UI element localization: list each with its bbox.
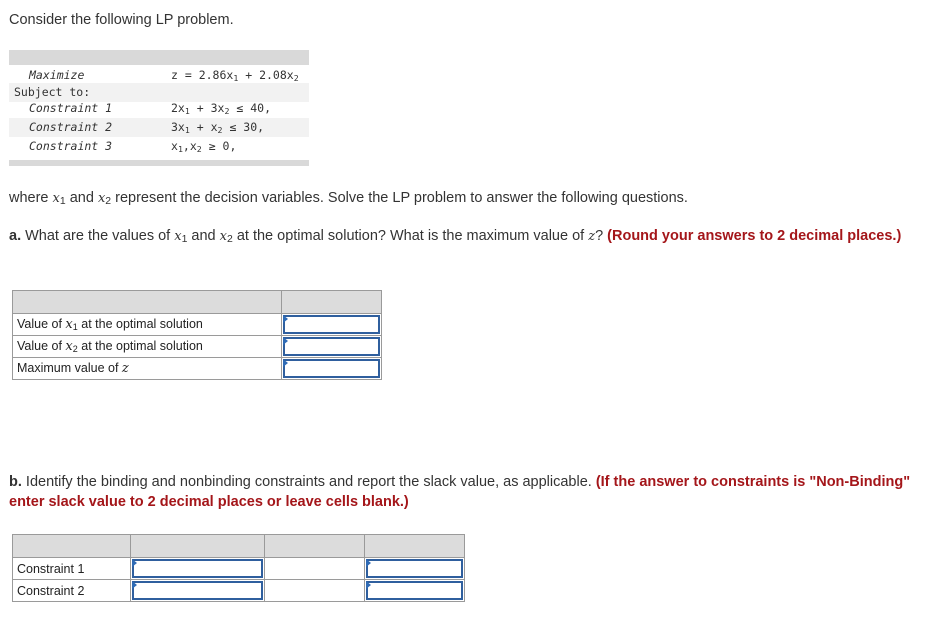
rounding-note: (Round your answers to 2 decimal places.) [607,228,902,244]
lp-header-bar [9,50,309,65]
answer-table-a [12,290,382,380]
constraint-3-label: Constraint 3 [29,139,113,153]
where-text: where $x_1$ and $x_2$ represent the decision variables. Solve the LP problem to answer the following questions. [9,190,688,207]
table-b-header-cell [13,535,131,558]
constraint-1-label: Constraint 1 [29,101,113,115]
table-b-header-cell [365,535,465,558]
table-a-header-cell [13,291,282,314]
table-row [13,336,382,358]
slack-note: (If the answer to constraints is "Non-Binding" enter slack value to 2 decimal places or leave cells blank.) [9,474,911,510]
constraint-1-cell: Constraint 1 [13,558,131,580]
table-b-header [13,535,465,558]
constraint-3-row [9,137,309,156]
constraint-2-cell: Constraint 2 [13,580,131,602]
max-z-row-label: Maximum value of z [13,358,282,380]
constraint-1-status-select[interactable] [131,558,265,580]
x1-row-label: Value of $x_1$ at the optimal solution [13,314,282,336]
constraint-1-row [9,99,309,118]
constraint-2-expression: $3x_1 + x_2 \le 30$, [171,120,265,135]
intro-text: Consider the following LP problem. [9,12,234,28]
lp-footer-bar [9,160,309,166]
constraint-1-slack-input[interactable] [365,558,465,580]
question-b: b. Identify the binding and nonbinding constraints and report the slack value, as applicable. (If the answer to constraints is "Non-Binding" enter slack value to 2 decimal places or leave cells blank.) [9,474,911,510]
x2-value-input[interactable] [282,336,382,358]
x1-value-input[interactable] [282,314,382,336]
question-a: a. What are the values of $x_1$ and $x_2$ at the optimal solution? What is the maximum value of z? (Round your answers to 2 decimal places.) [9,228,902,245]
table-b-header-cell [265,535,365,558]
constraint-1-blank-cell [265,558,365,580]
constraint-1-expression: $2x_1 + 3x_2 \le 40$, [171,101,271,116]
constraint-3-expression: $x_1,x_2 \ge 0$, [171,139,237,154]
table-row [13,358,382,380]
table-b-header-cell [131,535,265,558]
table-a-header [13,291,382,314]
constraint-2-status-select[interactable] [131,580,265,602]
constraint-2-label: Constraint 2 [29,120,113,134]
answer-table-b [12,534,465,602]
table-row [13,580,465,602]
table-a-header-cell [282,291,382,314]
constraint-2-row [9,118,309,137]
lp-formulation [9,50,309,166]
constraint-2-slack-input[interactable] [365,580,465,602]
max-z-value-input[interactable] [282,358,382,380]
objective-function: $z = 2.86x_1 + 2.08x_2$ [171,68,299,83]
subject-to-label: Subject to: [14,85,91,99]
table-row [13,558,465,580]
x2-row-label: Value of $x_2$ at the optimal solution [13,336,282,358]
maximize-label: Maximize [29,68,85,82]
table-row [13,314,382,336]
constraint-2-blank-cell [265,580,365,602]
